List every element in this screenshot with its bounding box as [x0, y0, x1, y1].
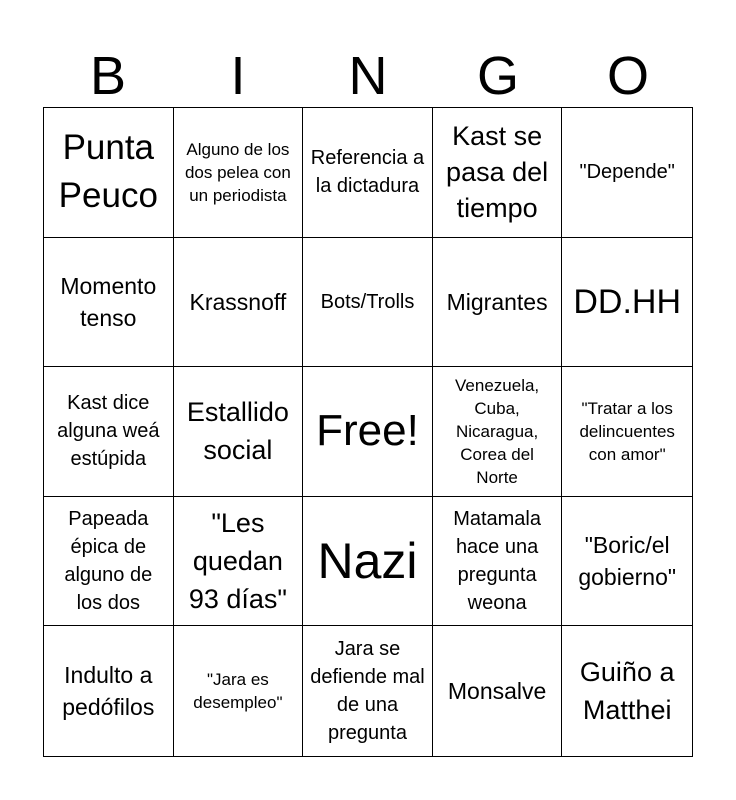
bingo-cell-r5c1[interactable]: [44, 626, 174, 756]
bingo-cell-r4c3[interactable]: [303, 497, 433, 627]
bingo-cell-r3c3[interactable]: [303, 367, 433, 497]
bingo-cell-r2c3[interactable]: [303, 238, 433, 368]
bingo-cell-r1c3[interactable]: [303, 108, 433, 238]
cell-label: Estallido social: [186, 397, 289, 466]
cell-label: Referencia a la dictadura: [310, 147, 425, 198]
cell-label: Kast se pasa del tiempo: [446, 121, 549, 224]
bingo-cell-r1c4[interactable]: [433, 108, 563, 238]
cell-label: Punta Peuco: [58, 128, 158, 216]
header-letter-b: B: [89, 46, 127, 106]
bingo-cell-r1c2[interactable]: [174, 108, 304, 238]
bingo-cell-r5c2[interactable]: [174, 626, 304, 756]
cell-label: Guiño a Matthei: [579, 657, 675, 726]
bingo-cell-r1c1[interactable]: [44, 108, 174, 238]
cell-label: Jara se defiende mal de una pregunta: [310, 638, 425, 745]
cell-label: Bots/Trolls: [320, 290, 415, 313]
cell-label: Venezuela, Cuba, Nicaragua, Corea del Norte: [455, 375, 540, 487]
cell-label: Matamala hace una pregunta weona: [453, 508, 541, 615]
bingo-cell-r4c1[interactable]: [44, 497, 174, 627]
cell-label: DD.HH: [573, 282, 682, 321]
bingo-cell-r2c4[interactable]: [433, 238, 563, 368]
header-letter-n: N: [348, 46, 388, 106]
cell-label: Migrantes: [446, 288, 548, 315]
bingo-cell-r3c2[interactable]: [174, 367, 304, 497]
cell-label: "Boric/el gobierno": [578, 532, 677, 591]
cell-label: Papeada épica de alguno de los dos: [64, 508, 153, 615]
bingo-cell-r4c2[interactable]: [174, 497, 304, 627]
header-letter-i: I: [230, 46, 246, 106]
bingo-header: [43, 46, 693, 106]
bingo-cell-r2c1[interactable]: [44, 238, 174, 368]
cell-label: Monsalve: [447, 678, 547, 705]
bingo-cell-r3c5[interactable]: [562, 367, 692, 497]
bingo-cell-r2c2[interactable]: [174, 238, 304, 368]
header-letter-o: O: [606, 46, 649, 106]
bingo-cell-r4c4[interactable]: [433, 497, 563, 627]
bingo-cell-r5c4[interactable]: [433, 626, 563, 756]
bingo-cell-r5c3[interactable]: [303, 626, 433, 756]
cell-label: "Jara es desempleo": [193, 670, 283, 713]
cell-label: Momento tenso: [60, 272, 157, 331]
cell-label: Kast dice alguna weá estúpida: [57, 392, 160, 471]
bingo-cell-r2c5[interactable]: [562, 238, 692, 368]
bingo-cell-r1c5[interactable]: [562, 108, 692, 238]
cell-label: "Tratar a los delincuentes con amor": [579, 398, 675, 464]
header-letter-g: G: [476, 46, 519, 106]
cell-label: Indulto a pedófilos: [62, 662, 155, 721]
bingo-cell-r5c5[interactable]: [562, 626, 692, 756]
cell-label: Nazi: [317, 533, 418, 590]
bingo-cell-r4c5[interactable]: [562, 497, 692, 627]
bingo-board: [43, 107, 693, 757]
cell-label: "Les quedan 93 días": [188, 508, 287, 615]
cell-label: "Depende": [579, 161, 675, 184]
free-space: Free!: [316, 406, 419, 456]
bingo-cell-r3c1[interactable]: [44, 367, 174, 497]
cell-label: Alguno de los dos pelea con un periodista: [184, 139, 291, 205]
bingo-cell-r3c4[interactable]: [433, 367, 563, 497]
cell-label: Krassnoff: [189, 288, 287, 315]
